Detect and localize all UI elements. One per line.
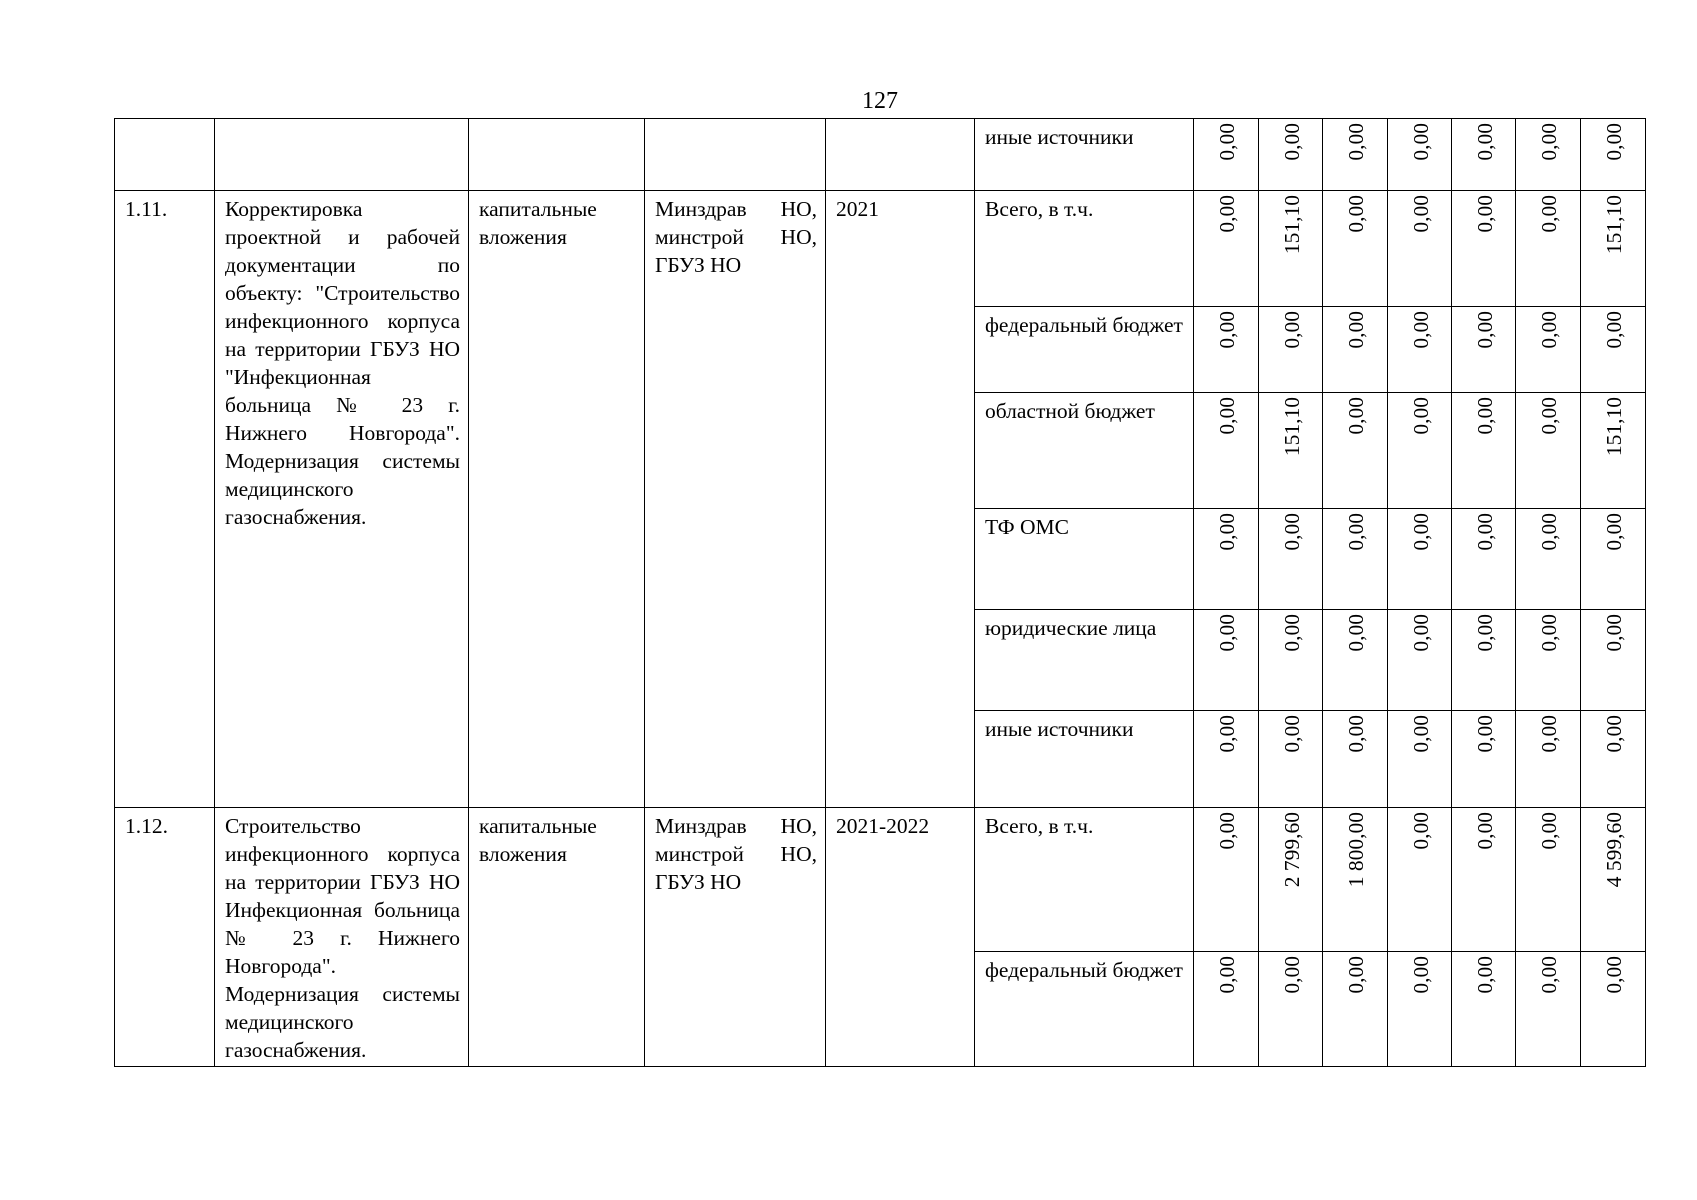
funding-source: иные источники bbox=[975, 119, 1194, 191]
value: 4 599,60 bbox=[1602, 812, 1626, 888]
value-cell bbox=[1259, 191, 1323, 307]
value-cell bbox=[1581, 393, 1646, 509]
program-table bbox=[114, 118, 1646, 1067]
value-cell bbox=[1259, 119, 1323, 191]
value-cell bbox=[1323, 119, 1388, 191]
value-cell bbox=[1452, 191, 1516, 307]
item-period: 2021-2022 bbox=[826, 808, 975, 1067]
value: 151,10 bbox=[1279, 195, 1304, 255]
value: 0,00 bbox=[1408, 195, 1433, 233]
value-cell bbox=[1516, 307, 1581, 393]
value: 0,00 bbox=[1537, 715, 1561, 753]
value-cell bbox=[1194, 191, 1259, 307]
item-name: Строительство инфекционного корпуса на территории ГБУЗ НО Инфекционная больница № 23 г. Нижнего Новгорода". Модернизация системы медицинского газоснабжения. bbox=[215, 808, 469, 1067]
value: 0,00 bbox=[1215, 614, 1239, 652]
value: 0,00 bbox=[1408, 955, 1433, 994]
value-cell bbox=[1259, 307, 1323, 393]
value: 0,00 bbox=[1344, 311, 1368, 349]
value: 0,00 bbox=[1215, 955, 1239, 994]
value: 0,00 bbox=[1472, 397, 1497, 435]
value-cell bbox=[1516, 951, 1581, 1066]
page-number: 127 bbox=[862, 88, 898, 114]
value-cell bbox=[1388, 509, 1452, 610]
value-cell bbox=[1259, 610, 1323, 711]
value-cell bbox=[1259, 393, 1323, 509]
value: 0,00 bbox=[1215, 397, 1239, 435]
value: 0,00 bbox=[1537, 955, 1561, 994]
value: 0,00 bbox=[1215, 195, 1239, 233]
value: 0,00 bbox=[1472, 614, 1497, 652]
value: 0,00 bbox=[1408, 311, 1433, 349]
item-period: 2021 bbox=[826, 191, 975, 808]
value-cell bbox=[1323, 393, 1388, 509]
value: 0,00 bbox=[1408, 123, 1433, 161]
value: 0,00 bbox=[1537, 195, 1561, 233]
empty-cell bbox=[115, 119, 215, 191]
value: 0,00 bbox=[1215, 311, 1239, 349]
value-cell bbox=[1194, 307, 1259, 393]
value-cell bbox=[1388, 191, 1452, 307]
value-cell bbox=[1516, 509, 1581, 610]
value: 0,00 bbox=[1344, 513, 1368, 551]
value: 0,00 bbox=[1344, 195, 1368, 233]
empty-cell bbox=[469, 119, 645, 191]
value: 0,00 bbox=[1537, 812, 1561, 850]
value-cell bbox=[1516, 808, 1581, 952]
item-type: капитальные вложения bbox=[469, 808, 645, 1067]
value-cell bbox=[1259, 711, 1323, 808]
value: 0,00 bbox=[1537, 311, 1561, 349]
value-cell bbox=[1452, 808, 1516, 952]
funding-source: федеральный бюджет bbox=[975, 307, 1194, 393]
funding-source: федеральный бюджет bbox=[975, 951, 1194, 1066]
item-number: 1.12. bbox=[115, 808, 215, 1067]
value-cell bbox=[1452, 951, 1516, 1066]
item-name: Корректировка проектной и рабочей документации по объекту: "Строительство инфекционного корпуса на территории ГБУЗ НО "Инфекционная больница № 23 г. Нижнего Новгорода". Модернизация системы медицинского газоснабжения. bbox=[215, 191, 469, 808]
empty-cell bbox=[826, 119, 975, 191]
value: 0,00 bbox=[1215, 812, 1239, 850]
value: 0,00 bbox=[1215, 513, 1239, 551]
value: 151,10 bbox=[1602, 397, 1626, 457]
value-cell bbox=[1194, 119, 1259, 191]
value: 0,00 bbox=[1408, 812, 1433, 850]
value-cell bbox=[1388, 808, 1452, 952]
table-row bbox=[115, 808, 1646, 952]
value: 0,00 bbox=[1537, 513, 1561, 551]
value: 0,00 bbox=[1537, 397, 1561, 435]
value-cell bbox=[1388, 610, 1452, 711]
value: 2 799,60 bbox=[1279, 812, 1304, 888]
value: 0,00 bbox=[1279, 513, 1304, 551]
value: 0,00 bbox=[1472, 311, 1497, 349]
value-cell bbox=[1259, 509, 1323, 610]
value: 0,00 bbox=[1408, 513, 1433, 551]
table-row bbox=[115, 119, 1646, 191]
value: 0,00 bbox=[1279, 614, 1304, 652]
value-cell bbox=[1452, 610, 1516, 711]
value-cell bbox=[1581, 711, 1646, 808]
value: 1 800,00 bbox=[1344, 812, 1368, 888]
value: 0,00 bbox=[1344, 715, 1368, 753]
item-executor: Минздрав НО, минстрой НО, ГБУЗ НО bbox=[645, 191, 826, 808]
value-cell bbox=[1194, 393, 1259, 509]
funding-source: Всего, в т.ч. bbox=[975, 808, 1194, 952]
value-cell bbox=[1452, 393, 1516, 509]
value: 0,00 bbox=[1472, 812, 1497, 850]
value-cell bbox=[1194, 711, 1259, 808]
value-cell bbox=[1581, 509, 1646, 610]
value-cell bbox=[1581, 307, 1646, 393]
value: 0,00 bbox=[1344, 397, 1368, 435]
value-cell bbox=[1388, 119, 1452, 191]
value: 0,00 bbox=[1537, 123, 1561, 161]
value-cell bbox=[1452, 509, 1516, 610]
value: 151,10 bbox=[1279, 397, 1304, 457]
item-number: 1.11. bbox=[115, 191, 215, 808]
empty-cell bbox=[645, 119, 826, 191]
value: 0,00 bbox=[1602, 123, 1626, 161]
value: 0,00 bbox=[1344, 614, 1368, 652]
value-cell bbox=[1259, 951, 1323, 1066]
value: 0,00 bbox=[1408, 715, 1433, 753]
value-cell bbox=[1581, 808, 1646, 952]
value-cell bbox=[1194, 951, 1259, 1066]
value-cell bbox=[1323, 711, 1388, 808]
value: 0,00 bbox=[1602, 513, 1626, 551]
value: 0,00 bbox=[1279, 955, 1304, 994]
value: 0,00 bbox=[1215, 715, 1239, 753]
funding-source: юридические лица bbox=[975, 610, 1194, 711]
value-cell bbox=[1516, 610, 1581, 711]
value-cell bbox=[1581, 610, 1646, 711]
value-cell bbox=[1259, 808, 1323, 952]
value: 0,00 bbox=[1472, 715, 1497, 753]
funding-source: иные источники bbox=[975, 711, 1194, 808]
value-cell bbox=[1194, 610, 1259, 711]
value-cell bbox=[1516, 393, 1581, 509]
value: 0,00 bbox=[1602, 955, 1626, 994]
value-cell bbox=[1581, 951, 1646, 1066]
value: 0,00 bbox=[1537, 614, 1561, 652]
empty-cell bbox=[215, 119, 469, 191]
value: 0,00 bbox=[1279, 715, 1304, 753]
value-cell bbox=[1452, 307, 1516, 393]
funding-source: областной бюджет bbox=[975, 393, 1194, 509]
value-cell bbox=[1323, 509, 1388, 610]
value: 0,00 bbox=[1279, 311, 1304, 349]
value: 0,00 bbox=[1344, 123, 1368, 161]
value-cell bbox=[1581, 191, 1646, 307]
value-cell bbox=[1516, 711, 1581, 808]
value: 0,00 bbox=[1344, 955, 1368, 994]
value-cell bbox=[1323, 951, 1388, 1066]
value-cell bbox=[1516, 119, 1581, 191]
funding-source: Всего, в т.ч. bbox=[975, 191, 1194, 307]
value: 0,00 bbox=[1472, 955, 1497, 994]
value-cell bbox=[1194, 808, 1259, 952]
value-cell bbox=[1388, 711, 1452, 808]
value: 0,00 bbox=[1279, 123, 1304, 161]
value: 0,00 bbox=[1215, 123, 1239, 161]
value: 0,00 bbox=[1408, 397, 1433, 435]
value-cell bbox=[1323, 808, 1388, 952]
value: 0,00 bbox=[1472, 513, 1497, 551]
value-cell bbox=[1516, 191, 1581, 307]
table-row bbox=[115, 191, 1646, 307]
value: 0,00 bbox=[1408, 614, 1433, 652]
value: 0,00 bbox=[1602, 715, 1626, 753]
value-cell bbox=[1323, 307, 1388, 393]
funding-source: ТФ ОМС bbox=[975, 509, 1194, 610]
value-cell bbox=[1323, 610, 1388, 711]
value-cell bbox=[1452, 711, 1516, 808]
value-cell bbox=[1323, 191, 1388, 307]
item-type: капитальные вложения bbox=[469, 191, 645, 808]
value: 0,00 bbox=[1602, 614, 1626, 652]
value-cell bbox=[1388, 393, 1452, 509]
value-cell bbox=[1194, 509, 1259, 610]
value: 0,00 bbox=[1602, 311, 1626, 349]
value: 0,00 bbox=[1472, 123, 1497, 161]
value-cell bbox=[1452, 119, 1516, 191]
value: 0,00 bbox=[1472, 195, 1497, 233]
value-cell bbox=[1581, 119, 1646, 191]
value-cell bbox=[1388, 951, 1452, 1066]
value: 151,10 bbox=[1602, 195, 1626, 255]
item-executor: Минздрав НО, минстрой НО, ГБУЗ НО bbox=[645, 808, 826, 1067]
value-cell bbox=[1388, 307, 1452, 393]
